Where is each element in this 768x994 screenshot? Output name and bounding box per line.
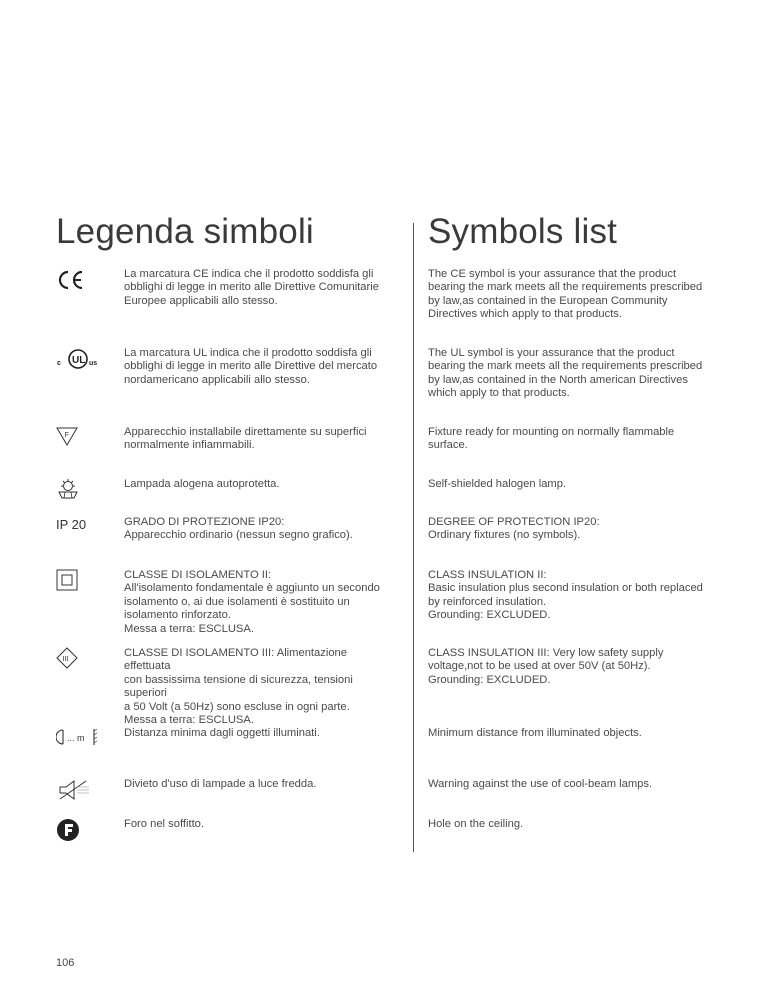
title-italian: Legenda simboli <box>56 212 314 251</box>
svg-text:us: us <box>89 360 98 367</box>
svg-text:UL: UL <box>72 355 86 366</box>
symbol-text-en: The UL symbol is your assurance that the product bearing the mark meets all the requirements prescribed by law,as contained in the North american Directives which apply to that products. <box>428 347 703 400</box>
svg-text:III: III <box>62 654 69 663</box>
symbol-text-en: Fixture ready for mounting on normally flammable surface. <box>428 426 675 452</box>
svg-text:F: F <box>64 432 69 439</box>
class-iii-insulation-icon <box>56 647 90 675</box>
svg-text:c: c <box>57 360 61 367</box>
ip-rating-label: IP 20 <box>56 517 87 532</box>
no-cool-beam-icon <box>56 778 92 806</box>
symbol-text-it: Divieto d'uso di lampade a luce fredda. <box>124 778 317 790</box>
title-english: Symbols list <box>428 212 618 251</box>
symbol-text-it: Apparecchio installabile direttamente su superfici normalmente infiammabili. <box>124 426 367 452</box>
symbol-text-it: CLASSE DI ISOLAMENTO II: All'isolamento fondamentale è aggiunto un secondo isolamento o, ai due isolamenti è sostituito un isolamento rinforzato. Messa a terra: ESCLUSA. <box>124 569 380 635</box>
ceiling-hole-icon <box>56 818 90 846</box>
column-divider <box>413 223 414 852</box>
symbol-text-en: CLASS INSULATION II: Basic insulation plus second insulation or both replaced by reinforced insulation. Grounding: EXCLUDED. <box>428 569 703 622</box>
symbol-text-en: Hole on the ceiling. <box>428 818 524 830</box>
symbol-text-it: CLASSE DI ISOLAMENTO III: Alimentazione effettuata con bassissima tensione di sicurezza, tensioni superiori a 50 Volt (a 50Hz) sono escluse in ogni parte. Messa a terra: ESCLUSA. <box>124 647 353 727</box>
symbol-text-it: GRADO DI PROTEZIONE IP20: Apparecchio ordinario (nessun segno grafico). <box>124 516 353 542</box>
f-triangle-icon <box>56 426 90 454</box>
symbol-text-it: La marcatura CE indica che il prodotto soddisfa gli obblighi di legge in merito alle Direttive Comunitarie Europee applicabili allo stesso. <box>124 268 379 307</box>
symbol-text-en: The CE symbol is your assurance that the product bearing the mark meets all the requirements prescribed by law,as contained in the European Community Directives which apply to that products. <box>428 268 703 321</box>
symbol-text-en: Minimum distance from illuminated objects. <box>428 727 642 739</box>
symbol-text-en: CLASS INSULATION III: Very low safety supply voltage,not to be used at over 50V (at 50Hz). Grounding: EXCLUDED. <box>428 647 664 686</box>
symbol-text-it: Distanza minima dagli oggetti illuminati. <box>124 727 320 739</box>
distance-unit-label: ... m <box>67 733 85 743</box>
minimum-distance-icon <box>56 727 100 755</box>
class-ii-insulation-icon <box>56 569 90 597</box>
symbol-text-it: La marcatura UL indica che il prodotto soddisfa gli obblighi di legge in merito alle Direttive del mercato nordamericano applicabili allo stesso. <box>124 347 378 386</box>
ul-mark-icon <box>56 347 102 375</box>
symbol-text-en: Warning against the use of cool-beam lamps. <box>428 778 653 790</box>
self-shielded-lamp-icon <box>56 478 90 506</box>
symbol-text-en: Self-shielded halogen lamp. <box>428 478 567 490</box>
ce-mark-icon <box>56 268 90 296</box>
symbol-text-en: DEGREE OF PROTECTION IP20: Ordinary fixtures (no symbols). <box>428 516 600 542</box>
symbol-text-it: Foro nel soffitto. <box>124 818 205 830</box>
symbol-text-it: Lampada alogena autoprotetta. <box>124 478 280 490</box>
page-number: 106 <box>56 957 75 969</box>
